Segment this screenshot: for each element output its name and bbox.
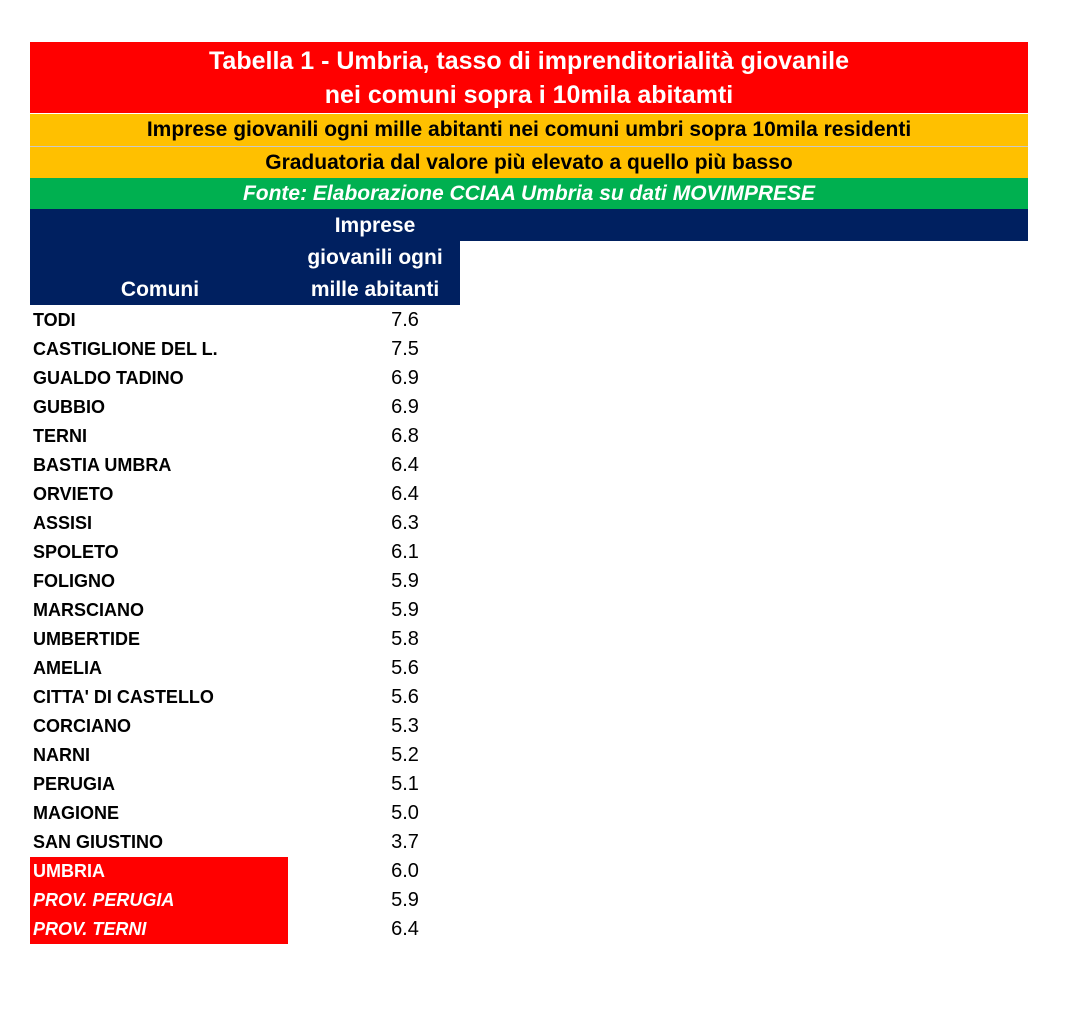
row-value: 6.4 bbox=[391, 483, 419, 505]
row-value: 5.0 bbox=[391, 802, 419, 824]
row-name: FOLIGNO bbox=[33, 571, 115, 591]
row-value: 6.9 bbox=[391, 396, 419, 418]
table-body bbox=[30, 306, 460, 944]
row-value: 7.5 bbox=[391, 338, 419, 360]
table-row bbox=[30, 335, 460, 364]
row-name: GUALDO TADINO bbox=[33, 368, 184, 388]
table-row bbox=[30, 799, 460, 828]
table-row bbox=[30, 451, 460, 480]
table-row bbox=[30, 393, 460, 422]
row-value: 5.6 bbox=[391, 657, 419, 679]
row-value: 5.8 bbox=[391, 628, 419, 650]
table-row bbox=[30, 625, 460, 654]
row-name: BASTIA UMBRA bbox=[33, 455, 172, 475]
table-row bbox=[30, 596, 460, 625]
table-row bbox=[30, 567, 460, 596]
row-name: NARNI bbox=[33, 745, 90, 765]
table-row bbox=[30, 741, 460, 770]
header-band bbox=[30, 209, 1028, 241]
row-value: 6.4 bbox=[391, 918, 419, 940]
table-row bbox=[30, 306, 460, 335]
row-name: CITTA' DI CASTELLO bbox=[33, 687, 214, 707]
table-title-line1: Tabella 1 - Umbria, tasso di imprenditorialità giovanile bbox=[209, 47, 849, 75]
column-header-value-line3: mille abitanti bbox=[310, 278, 440, 301]
row-name: PROV. PERUGIA bbox=[30, 886, 288, 915]
table-row bbox=[30, 364, 460, 393]
row-value: 5.1 bbox=[391, 773, 419, 795]
row-value: 6.1 bbox=[391, 541, 419, 563]
row-value: 5.3 bbox=[391, 715, 419, 737]
total-row bbox=[30, 915, 460, 944]
subtitle-ranking: Graduatoria dal valore più elevato a quello più basso bbox=[30, 146, 1028, 178]
row-value: 7.6 bbox=[391, 309, 419, 331]
table-row bbox=[30, 480, 460, 509]
row-name: MARSCIANO bbox=[33, 600, 144, 620]
source-note: Fonte: Elaborazione CCIAA Umbria su dati MOVIMPRESE bbox=[30, 178, 1028, 209]
row-value: 6.8 bbox=[391, 425, 419, 447]
row-value: 6.0 bbox=[391, 860, 419, 882]
row-value: 6.4 bbox=[391, 454, 419, 476]
row-name: CASTIGLIONE DEL L. bbox=[33, 339, 218, 359]
row-value: 5.9 bbox=[391, 570, 419, 592]
row-name: PROV. TERNI bbox=[30, 915, 288, 944]
row-value: 5.2 bbox=[391, 744, 419, 766]
row-value: 5.6 bbox=[391, 686, 419, 708]
table-row bbox=[30, 538, 460, 567]
row-name: ORVIETO bbox=[33, 484, 114, 504]
row-name: ASSISI bbox=[33, 513, 93, 533]
table-row bbox=[30, 422, 460, 451]
row-value: 6.9 bbox=[391, 367, 419, 389]
table-title bbox=[30, 42, 1028, 113]
total-row bbox=[30, 857, 460, 886]
column-header-comuni: Comuni bbox=[120, 278, 200, 301]
row-name: MAGIONE bbox=[33, 803, 120, 823]
row-value: 3.7 bbox=[391, 831, 419, 853]
table-title-line2: nei comuni sopra i 10mila abitamti bbox=[324, 81, 734, 109]
table-row bbox=[30, 509, 460, 538]
column-header-value-line1: Imprese bbox=[334, 214, 416, 237]
table-row bbox=[30, 683, 460, 712]
row-value: 6.3 bbox=[391, 512, 419, 534]
table-row bbox=[30, 654, 460, 683]
row-name: UMBERTIDE bbox=[33, 629, 140, 649]
row-name: TODI bbox=[33, 310, 76, 330]
table-row bbox=[30, 770, 460, 799]
row-name: GUBBIO bbox=[33, 397, 105, 417]
row-value: 5.9 bbox=[391, 599, 419, 621]
row-name: CORCIANO bbox=[33, 716, 131, 736]
row-name: SPOLETO bbox=[33, 542, 119, 562]
subtitle-description: Imprese giovanili ogni mille abitanti nei comuni umbri sopra 10mila residenti bbox=[30, 114, 1028, 146]
total-row bbox=[30, 886, 460, 915]
table-row bbox=[30, 828, 460, 857]
row-name: PERUGIA bbox=[33, 774, 116, 794]
row-name: TERNI bbox=[33, 426, 87, 446]
row-name: SAN GIUSTINO bbox=[33, 832, 164, 852]
table-row bbox=[30, 712, 460, 741]
row-name: UMBRIA bbox=[30, 857, 288, 886]
column-header-value-line2: giovanili ogni bbox=[307, 246, 443, 269]
row-value: 5.9 bbox=[391, 889, 419, 911]
row-name: AMELIA bbox=[33, 658, 102, 678]
